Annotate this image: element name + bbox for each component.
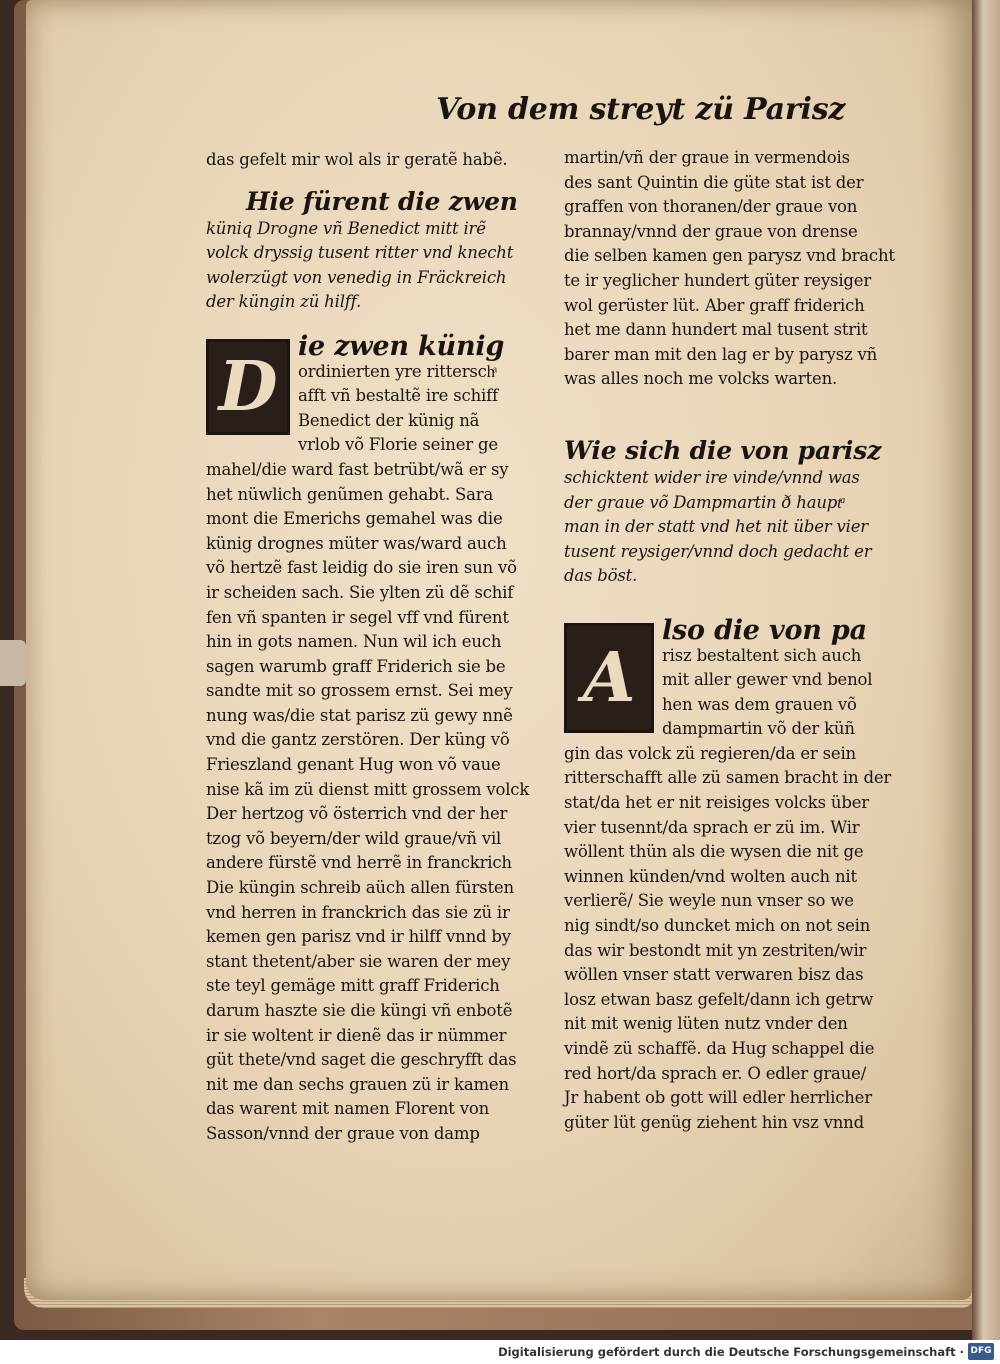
text-line: stant thetent/aber sie waren der mey: [206, 951, 511, 971]
text-line: Frieszland genant Hug won võ vaue: [206, 755, 501, 775]
text-line: das warent mit namen Florent von: [206, 1099, 490, 1119]
text-line: gin das volck zü regieren/da er sein: [564, 743, 856, 763]
text-line: ir sie woltent ir dienẽ das ir nümmer: [206, 1025, 507, 1045]
running-head: Von dem streyt zü Parisz: [436, 92, 846, 127]
text-line: mahel/die ward fast betrübt/wã er sy: [206, 459, 509, 479]
text-line: sagen warumb graff Friderich sie be: [206, 656, 506, 676]
text-line: martin/vñ der graue in vermendois: [564, 148, 850, 167]
text-line: güt thete/vnd saget die geschryfft das: [206, 1050, 517, 1070]
book-spine: [972, 0, 1000, 1340]
chapter-heading-line: der graue võ Dampmartin ð hauptͣ: [564, 492, 842, 512]
dfg-logo: DFG: [968, 1343, 994, 1360]
text-line: sandte mit so grossem ernst. Sei mey: [206, 681, 513, 701]
text-line: vrlob võ Florie seiner ge: [298, 435, 498, 455]
lead-words: ie zwen künig: [298, 330, 505, 362]
text-line: darum haszte sie die küngi vñ enbotẽ: [206, 1001, 513, 1020]
text-line: kemen gen parisz vnd ir hilff vnnd by: [206, 927, 511, 947]
text-line: graffen von thoranen/der graue von: [564, 197, 858, 217]
text-line: nig sindt/so duncket mich on not sein: [564, 916, 871, 936]
text-line: vindẽ zü schaffẽ. da Hug schappel die: [564, 1039, 875, 1058]
text-line: dampmartin võ der küñ: [662, 719, 855, 739]
text-line: das wir bestondt mit yn zestriten/wir: [564, 940, 867, 960]
text-line: Jr habent ob gott will edler herrlicher: [564, 1088, 872, 1108]
chapter-heading-line: schicktent wider ire vinde/vnnd was: [564, 467, 860, 487]
text-line: red hort/da sprach er. O edler graue/: [564, 1063, 867, 1083]
text-line: tzog võ beyern/der wild graue/vñ vil: [206, 828, 502, 848]
funding-credit: Digitalisierung gefördert durch die Deutsche Forschungsgemeinschaft ·: [498, 1345, 964, 1359]
text-line: vier tusennt/da sprach er zü im. Wir: [564, 817, 860, 837]
text-line: andere fürstẽ vnd herrẽ in franckrich: [206, 853, 512, 873]
decorated-initial: D: [206, 339, 290, 435]
chapter-heading-line: das böst.: [564, 566, 638, 586]
text-line: hen was dem grauen võ: [662, 694, 857, 714]
text-line: was alles noch me volcks warten.: [564, 369, 838, 389]
text-line: ste teyl gemäge mitt graff Friderich: [206, 976, 500, 996]
text-line: güter lüt genüg ziehent hin vsz vnnd: [564, 1112, 864, 1132]
text-line: mont die Emerichs gemahel was die: [206, 509, 503, 529]
chapter-heading-line: man in der statt vnd het nit über vier: [564, 517, 868, 537]
text-line: nit me dan sechs grauen zü ir kamen: [206, 1074, 509, 1094]
text-line: winnen künden/vnd wolten auch nit: [564, 866, 857, 886]
text-line: hin in gots namen. Nun wil ich euch: [206, 632, 502, 652]
text-line: vnd herren in franckrich das sie zü ir: [206, 902, 510, 922]
text-line: nung was/die stat parisz zü gewy nnẽ: [206, 705, 513, 725]
text-line: brannay/vnnd der graue von drense: [564, 221, 858, 241]
text-line: risz bestaltent sich auch: [662, 645, 862, 665]
scanner-clip: [0, 640, 26, 686]
text-line: vnd die gantz zerstören. Der küng võ: [206, 730, 510, 750]
left-column: [206, 148, 546, 1147]
lead-words: lso die von pa: [662, 614, 867, 646]
text-line: das gefelt mir wol als ir geratẽ habẽ.: [206, 150, 508, 169]
text-line: Benedict der künig nã: [298, 410, 480, 430]
text-line: Sasson/vnnd der graue von damp: [206, 1123, 480, 1143]
text-line: des sant Quintin die güte stat ist der: [564, 172, 864, 192]
footer-bar: [0, 1340, 1000, 1364]
text-line: Der hertzog võ österrich vnd der her: [206, 804, 508, 824]
text-line: mit aller gewer vnd benol: [662, 670, 873, 690]
chapter-heading-line: der küngin zü hilff.: [206, 292, 362, 312]
text-line: het me dann hundert mal tusent strit: [564, 320, 868, 340]
text-line: wöllen vnser statt verwaren bisz das: [564, 965, 864, 985]
text-line: stat/da het er nit reisiges volcks über: [564, 793, 869, 813]
chapter-heading-line: Hie fürent die zwen: [246, 186, 518, 216]
text-line: wol gerüster lüt. Aber graff friderich: [564, 295, 865, 315]
text-line: het nüwlich genũmen gehabt. Sara: [206, 484, 494, 504]
text-line: ir scheiden sach. Sie ylten zü dẽ schif: [206, 582, 514, 602]
decorated-initial: A: [564, 623, 654, 733]
text-line: fen vñ spanten ir segel vff vnd fürent: [206, 607, 509, 627]
text-line: te ir yeglicher hundert güter reysiger: [564, 270, 872, 290]
text-line: nise kã im zü dienst mitt grossem volck: [206, 779, 530, 799]
text-line: Die küngin schreib aüch allen fürsten: [206, 878, 514, 898]
chapter-heading-line: volck dryssig tusent ritter vnd knecht: [206, 243, 514, 263]
chapter-heading-line: tusent reysiger/vnnd doch gedacht er: [564, 541, 872, 561]
text-line: barer man mit den lag er by parysz vñ: [564, 344, 878, 364]
text-line: afft vñ bestaltẽ ire schiff: [298, 386, 498, 406]
chapter-heading-line: küniq Drogne vñ Benedict mitt irẽ: [206, 218, 486, 238]
text-line: ritterschafft alle zü samen bracht in der: [564, 768, 892, 788]
text-line: wöllent thün als die wysen die nit ge: [564, 842, 864, 862]
text-line: verlierẽ/ Sie weyle nun vnser so we: [564, 891, 854, 911]
chapter-heading-line: Wie sich die von parisz: [564, 435, 882, 465]
text-line: losz etwan basz gefelt/dann ich getrw: [564, 989, 874, 1009]
text-line: die selben kamen gen parysz vnd bracht: [564, 246, 895, 266]
right-column: [564, 146, 895, 1135]
text-line: võ hertzẽ fast leidig do sie iren sun võ: [206, 558, 517, 578]
chapter-heading-line: wolerzügt von venedig in Fräckreich: [206, 267, 507, 287]
text-line: künig drognes müter was/ward auch: [206, 533, 507, 553]
text-line: nit mit wenig lüten nutz vnder den: [564, 1014, 848, 1034]
text-line: ordinierten yre ritterschͣ: [298, 361, 495, 381]
